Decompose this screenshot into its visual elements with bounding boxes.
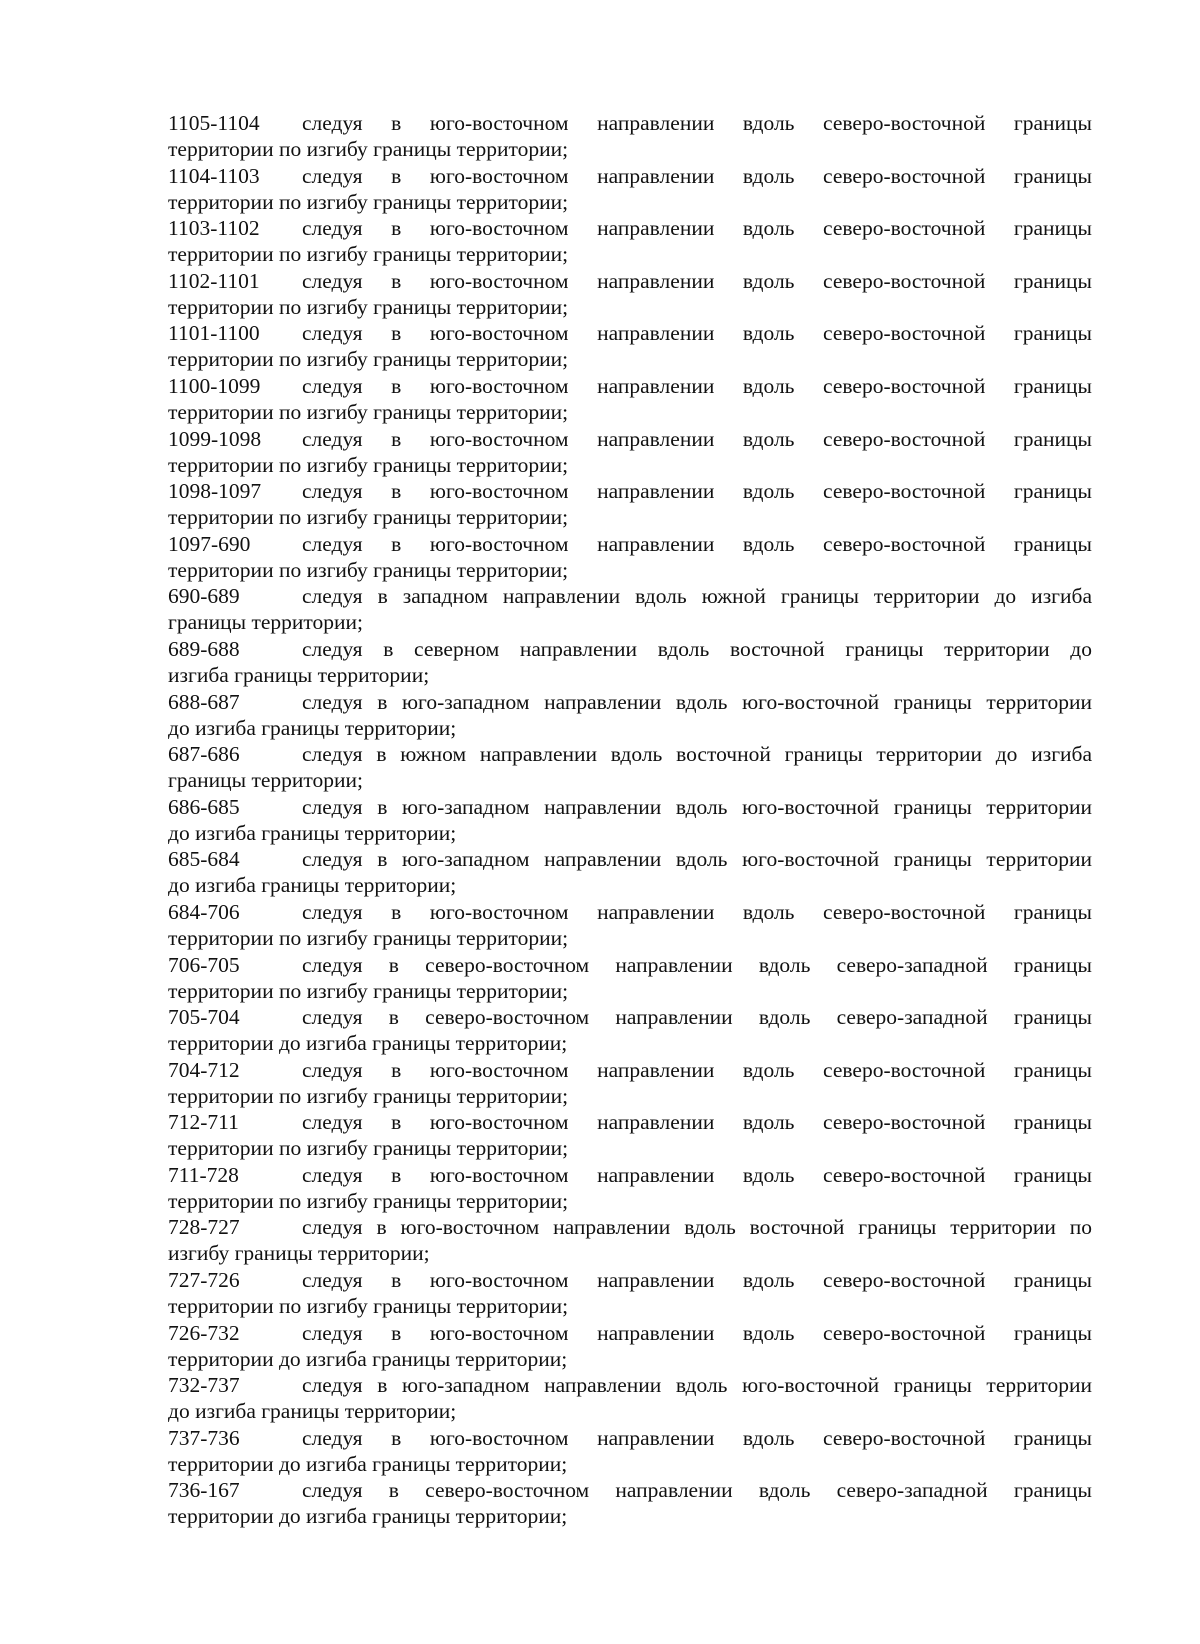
boundary-segment-entry [168, 1162, 1092, 1215]
segment-code: 712-711 [168, 1110, 239, 1135]
segment-code: 1105-1104 [168, 111, 260, 135]
segment-code: 1104-1103 [168, 163, 260, 188]
entry-first-line [168, 1109, 1092, 1135]
segment-description-continuation: территории по изгибу границы территории; [168, 505, 569, 530]
segment-code: 686-685 [168, 794, 240, 819]
entry-first-line [168, 1057, 1092, 1083]
segment-code: 711-728 [168, 1162, 239, 1187]
boundary-segment-entry [168, 268, 1092, 321]
segment-code: 737-736 [168, 1425, 240, 1450]
segment-description-continuation: до изгиба границы территории; [168, 715, 457, 740]
boundary-segment-entry [168, 1214, 1092, 1267]
segment-description-first-line: следуя в юго-восточном направлении вдоль северо-восточной границы [302, 479, 1092, 504]
segment-description-continuation: территории по изгибу границы территории; [168, 347, 569, 372]
boundary-segment-entry [168, 741, 1092, 794]
boundary-segment-entry [168, 110, 1092, 163]
entry-first-line [168, 583, 1092, 609]
entry-first-line [168, 215, 1092, 241]
boundary-segment-entry [168, 531, 1092, 584]
segment-description-continuation: изгибу границы территории; [168, 1241, 430, 1266]
segment-code: 732-737 [168, 1373, 240, 1398]
segment-description-first-line: следуя в юго-восточном направлении вдоль северо-восточной границы [302, 1057, 1092, 1082]
entry-first-line [168, 952, 1092, 978]
segment-description-continuation: территории до изгиба границы территории; [168, 1451, 568, 1476]
segment-description-first-line: следуя в южном направлении вдоль восточной границы территории до изгиба [302, 742, 1092, 767]
segment-description-continuation: территории по изгибу границы территории; [168, 978, 569, 1003]
segment-description-first-line: следуя в юго-восточном направлении вдоль северо-восточной границы [302, 216, 1092, 241]
segment-description-first-line: следуя в юго-восточном направлении вдоль северо-восточной границы [302, 268, 1092, 293]
segment-description-first-line: следуя в юго-западном направлении вдоль юго-восточной границы территории [302, 1373, 1092, 1398]
segment-description-continuation: границы территории; [168, 610, 363, 635]
segment-description-first-line: следуя в юго-восточном направлении вдоль северо-восточной границы [302, 1268, 1092, 1293]
boundary-segment-entry [168, 426, 1092, 479]
segment-description-first-line: следуя в юго-западном направлении вдоль юго-восточной границы территории [302, 689, 1092, 714]
entry-first-line [168, 846, 1092, 872]
segment-code: 704-712 [168, 1057, 240, 1082]
segment-description-continuation: изгиба границы территории; [168, 662, 430, 687]
segment-code: 689-688 [168, 636, 240, 661]
entry-first-line [168, 899, 1092, 925]
boundary-segment-entry [168, 215, 1092, 268]
segment-description-continuation: территории по изгибу границы территории; [168, 925, 569, 950]
segment-code: 1102-1101 [168, 268, 260, 293]
entry-first-line [168, 1372, 1092, 1398]
boundary-segment-entry [168, 1109, 1092, 1162]
entry-first-line [168, 1320, 1092, 1346]
segment-description-first-line: следуя в юго-восточном направлении вдоль северо-восточной границы [302, 1425, 1092, 1450]
segment-description-first-line: следуя в северном направлении вдоль восточной границы территории до [302, 636, 1092, 661]
segment-code: 1100-1099 [168, 373, 261, 398]
segment-description-continuation: до изгиба границы территории; [168, 820, 457, 845]
entry-first-line [168, 741, 1092, 767]
segment-description-continuation: границы территории; [168, 768, 363, 793]
segment-description-first-line: следуя в юго-восточном направлении вдоль северо-восточной границы [302, 426, 1092, 451]
entry-first-line [168, 163, 1092, 189]
boundary-segment-entry [168, 1477, 1092, 1530]
segment-description-continuation: территории по изгибу границы территории; [168, 1136, 569, 1161]
segment-description-first-line: следуя в юго-восточном направлении вдоль северо-восточной границы [302, 1320, 1092, 1345]
segment-code: 690-689 [168, 584, 240, 609]
segment-description-first-line: следуя в юго-западном направлении вдоль юго-восточной границы территории [302, 847, 1092, 872]
boundary-segment-entry [168, 1320, 1092, 1373]
entry-first-line [168, 1425, 1092, 1451]
entry-first-line [168, 636, 1092, 662]
segment-description-first-line: следуя в юго-восточном направлении вдоль северо-восточной границы [302, 531, 1092, 556]
segment-code: 1098-1097 [168, 479, 262, 504]
segment-code: 727-726 [168, 1268, 240, 1293]
segment-code: 706-705 [168, 952, 240, 977]
entry-first-line [168, 689, 1092, 715]
boundary-segment-entry [168, 583, 1092, 636]
boundary-segment-entry [168, 636, 1092, 689]
segment-description-continuation: территории по изгибу границы территории; [168, 242, 569, 267]
segment-code: 705-704 [168, 1005, 240, 1030]
segment-description-continuation: до изгиба границы территории; [168, 873, 457, 898]
boundary-segment-entry [168, 1425, 1092, 1478]
segment-code: 684-706 [168, 899, 240, 924]
segment-description-first-line: следуя в юго-восточном направлении вдоль северо-восточной границы [302, 1110, 1092, 1135]
segment-description-continuation: территории по изгибу границы территории; [168, 1188, 569, 1213]
boundary-segment-entry [168, 1057, 1092, 1110]
segment-code: 726-732 [168, 1320, 240, 1345]
segment-description-first-line: следуя в юго-восточном направлении вдоль северо-восточной границы [302, 899, 1092, 924]
entry-first-line [168, 1267, 1092, 1293]
segment-code: 1099-1098 [168, 426, 262, 451]
segment-description-continuation: территории по изгибу границы территории; [168, 1083, 569, 1108]
entry-first-line [168, 1004, 1092, 1030]
boundary-segment-entry [168, 320, 1092, 373]
segment-description-continuation: территории по изгибу границы территории; [168, 189, 569, 214]
boundary-segment-entry [168, 952, 1092, 1005]
entry-first-line [168, 1162, 1092, 1188]
segment-description-first-line: следуя в юго-восточном направлении вдоль северо-восточной границы [302, 111, 1092, 135]
segment-code: 687-686 [168, 742, 240, 767]
segment-code: 728-727 [168, 1215, 240, 1240]
entry-first-line [168, 110, 1092, 136]
segment-description-continuation: территории до изгиба границы территории; [168, 1031, 568, 1056]
segment-description-continuation: территории по изгибу границы территории; [168, 137, 569, 161]
segment-description-first-line: следуя в северо-восточном направлении вдоль северо-западной границы [302, 1005, 1092, 1030]
entry-first-line [168, 426, 1092, 452]
entry-first-line [168, 373, 1092, 399]
entry-first-line [168, 1214, 1092, 1240]
segment-description-continuation: территории по изгибу границы территории; [168, 452, 569, 477]
segment-description-first-line: следуя в юго-восточном направлении вдоль северо-восточной границы [302, 1162, 1092, 1187]
entry-first-line [168, 531, 1092, 557]
boundary-segment-entry [168, 689, 1092, 742]
boundary-segment-entry [168, 846, 1092, 899]
segment-code: 736-167 [168, 1478, 240, 1503]
segment-description-first-line: следуя в юго-восточном направлении вдоль северо-восточной границы [302, 373, 1092, 398]
segment-description-first-line: следуя в юго-западном направлении вдоль юго-восточной границы территории [302, 794, 1092, 819]
segment-code: 1097-690 [168, 531, 251, 556]
entry-first-line [168, 794, 1092, 820]
segment-description-first-line: следуя в северо-восточном направлении вдоль северо-западной границы [302, 952, 1092, 977]
segment-code: 1103-1102 [168, 216, 260, 241]
segment-description-continuation: территории до изгиба границы территории; [168, 1504, 568, 1529]
boundary-segment-entry [168, 1267, 1092, 1320]
segment-description-first-line: следуя в северо-восточном направлении вдоль северо-западной границы [302, 1478, 1092, 1503]
segment-description-continuation: территории по изгибу границы территории; [168, 294, 569, 319]
segment-description-first-line: следуя в юго-восточном направлении вдоль северо-восточной границы [302, 321, 1092, 346]
segment-code: 1101-1100 [168, 321, 260, 346]
segment-description-first-line: следуя в юго-восточном направлении вдоль восточной границы территории по [302, 1215, 1092, 1240]
boundary-segment-entry [168, 794, 1092, 847]
segment-code: 685-684 [168, 847, 240, 872]
boundary-segment-entry [168, 163, 1092, 216]
entry-first-line [168, 478, 1092, 504]
entry-first-line [168, 1477, 1092, 1503]
segment-description-continuation: до изгиба границы территории; [168, 1399, 457, 1424]
segment-description-first-line: следуя в западном направлении вдоль южной границы территории до изгиба [302, 584, 1092, 609]
entry-first-line [168, 268, 1092, 294]
segment-code: 688-687 [168, 689, 240, 714]
segment-description-continuation: территории по изгибу границы территории; [168, 557, 569, 582]
boundary-segment-entry [168, 373, 1092, 426]
boundary-segment-entry [168, 478, 1092, 531]
entry-first-line [168, 320, 1092, 346]
segment-description-continuation: территории до изгиба границы территории; [168, 1346, 568, 1371]
boundary-segment-entry [168, 1372, 1092, 1425]
segment-description-continuation: территории по изгибу границы территории; [168, 1294, 569, 1319]
boundary-description-list [168, 110, 1092, 1530]
segment-description-continuation: территории по изгибу границы территории; [168, 399, 569, 424]
boundary-segment-entry [168, 899, 1092, 952]
boundary-segment-entry [168, 1004, 1092, 1057]
segment-description-first-line: следуя в юго-восточном направлении вдоль северо-восточной границы [302, 163, 1092, 188]
